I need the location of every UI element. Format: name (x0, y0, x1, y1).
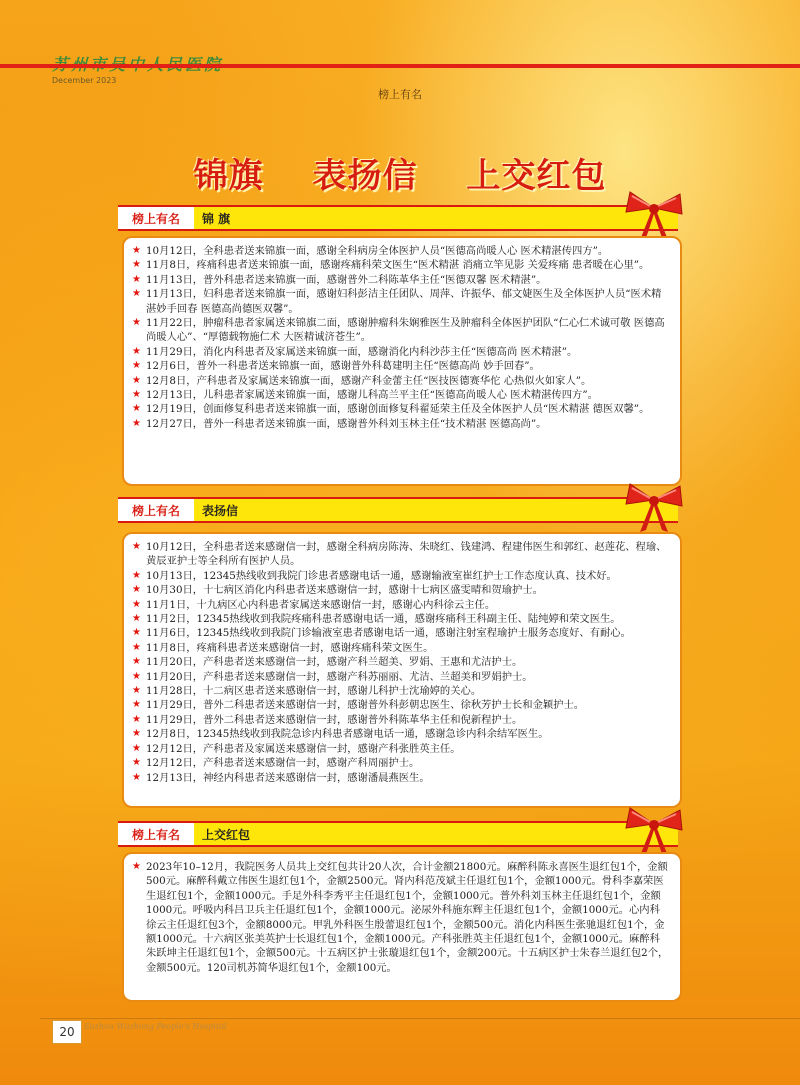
list-item: ★ 11月29日，普外二科患者送来感谢信一封，感谢普外科陈革华主任和倪新程护士。 (132, 713, 523, 726)
list-item: ★ 10月12日，全科患者送来感谢信一封，感谢全科病房陈涛、朱晓红、钱建鸿、程建伟医生和郭红、赵莲花、程瑜、黄辰亚护士等全科所有医护人员。 (132, 541, 667, 568)
star-icon: ★ (132, 757, 141, 769)
section-title: 锦 旗 (202, 211, 231, 226)
section-header-letters (118, 497, 678, 523)
star-icon: ★ (132, 771, 141, 783)
list-item: ★ 10月12日，全科患者送来锦旗一面，感谢全科病房全体医护人员“医德高尚暖人心 医术精湛传四方”。 (132, 245, 609, 257)
page-number: 20 (52, 1020, 82, 1044)
red-envelopes-panel (122, 852, 682, 1002)
list-item: ★ 11月22日，肿瘤科患者家属送来锦旗二面，感谢肿瘤科朱娴雅医生及肿瘤科全体医护团队“仁心仁术诚可敬 医德高尚暖人心”、“厚德载物施仁术 大医精诚济苍生”。 (132, 317, 665, 344)
star-icon: ★ (132, 345, 141, 357)
star-icon: ★ (132, 273, 141, 285)
star-icon: ★ (132, 728, 141, 740)
star-icon: ★ (132, 861, 141, 872)
list-item: ★ 12月8日，产科患者及家属送来锦旗一面，感谢产科金蕾主任“医技医德赛华佗 心热似火如家人”。 (132, 374, 592, 387)
title-part-letters: 表扬信 (312, 156, 418, 196)
star-icon: ★ (132, 569, 141, 581)
banners-panel (122, 236, 682, 486)
star-icon: ★ (132, 742, 141, 754)
title-part-red-envelopes: 上交红包 (466, 156, 607, 196)
list-item: ★ 11月20日，产科患者送来感谢信一封，感谢产科兰超美、罗娟、王惠和尤洁护士。 (132, 656, 523, 669)
list-item: ★ 11月6日，12345热线收到我院门诊输液室患者感谢电话一通，感谢注射室程瑜护士服务态度好、有耐心。 (132, 627, 631, 640)
star-icon: ★ (132, 288, 141, 300)
letters-panel (122, 532, 682, 808)
list-item: ★ 11月2日，12345热线收到我院疼痛科患者感谢电话一通，感谢疼痛科王科副主任、陆纯婷和荣文医生。 (132, 613, 621, 626)
title-part-banners: 锦旗 (193, 156, 264, 196)
list-item: ★ 11月29日，普外二科患者送来感谢信一封，感谢普外科彭朝忠医生、徐秋芳护士长和金颖护士。 (132, 699, 585, 712)
list-item: ★ 12月27日，普外一科患者送来锦旗一面，感谢普外科刘玉林主任“技术精湛 医德高尚”。 (132, 417, 547, 430)
letters-list (132, 540, 670, 785)
header-rule (0, 64, 800, 68)
star-icon: ★ (132, 541, 141, 552)
issue-date: December 2023 (52, 76, 117, 85)
footer-rule (40, 1018, 800, 1019)
star-icon: ★ (132, 259, 141, 271)
list-item: ★ 12月19日，创面修复科患者送来锦旗一面，感谢创面修复科翟延荣主任及全体医护人员“医术精湛 德医双馨”。 (132, 403, 650, 416)
ribbon-bow-icon (622, 186, 686, 242)
star-icon: ★ (132, 613, 141, 625)
star-icon: ★ (132, 245, 141, 256)
star-icon: ★ (132, 713, 141, 725)
star-icon: ★ (132, 627, 141, 639)
star-icon: ★ (132, 656, 141, 668)
list-item: ★ 11月13日，妇科患者送来锦旗一面，感谢妇科彭洁主任团队、周萍、许振华、郁文婕医生及全体医护人员“医术精湛妙手回春 医德高尚德医双馨”。 (132, 288, 662, 315)
list-item: ★ 12月6日，普外一科患者送来锦旗一面，感谢普外科葛建明主任“医德高尚 妙手回春”。 (132, 360, 540, 373)
column-name: 榜上有名 (378, 88, 422, 101)
section-header-red-envelopes (118, 821, 678, 847)
ribbon-bow-icon (622, 478, 686, 534)
list-item: ★ 10月30日，十七病区消化内科患者送来感谢信一封，感谢十七病区盛雯晴和贺瑜护士。 (132, 584, 543, 597)
list-item: ★ 11月13日，普外科患者送来锦旗一面，感谢普外二科陈革华主任“医德双馨 医术精湛”。 (132, 273, 547, 286)
list-item: ★ 11月29日，消化内科患者及家属送来锦旗一面，感谢消化内科沙莎主任“医德高尚 医术精湛”。 (132, 345, 578, 358)
star-icon: ★ (132, 598, 141, 610)
list-item: ★ 10月13日，12345热线收到我院门诊患者感谢电话一通，感谢输液室崔红护士工作态度认真、技术好。 (132, 569, 617, 582)
star-icon: ★ (132, 403, 141, 415)
ribbon-bow-icon (622, 802, 686, 858)
section-title: 上交红包 (202, 827, 251, 842)
list-item: ★ 11月8日，疼痛科患者送来锦旗一面，感谢疼痛科荣文医生“医术精湛 消痛立竿见影 关爱疼痛 患者暖在心里”。 (132, 259, 650, 272)
list-item: ★ 11月1日，十九病区心内科患者家属送来感谢信一封，感谢心内科徐云主任。 (132, 598, 496, 611)
list-item: ★ 11月28日，十二病区患者送来感谢信一封，感谢儿科护士沈瑜婷的关心。 (132, 685, 482, 698)
list-item: ★ 11月20日，产科患者送来感谢信一封，感谢产科苏丽丽、尤洁、兰超美和罗娟护士。 (132, 670, 533, 683)
list-item: ★ 11月8日，疼痛科患者送来感谢信一封，感谢疼痛科荣文医生。 (132, 641, 434, 654)
section-header-banners (118, 205, 678, 231)
list-item: ★ 12月8日，12345热线收到我院急诊内科患者感谢电话一通，感谢急诊内科余结军医生。 (132, 728, 549, 741)
list-item: ★ 2023年10–12月，我院医务人员共上交红包共计20人次，合计金额21800元。麻醉科陈永喜医生退红包1个，金额500元。麻醉科戴立伟医生退红包1个，金额2500元。肾内科范茂斌主任退红包1个，金额1000元。骨科李嘉荣医生退红包1个，金额1000元。手足外科李秀平主任退红包1个，金额1000元。普外科刘玉林主任退红包1个，金额1000元。呼吸内科吕卫兵主任退红包1个，金额1000元。泌尿外科施东辉主任退红包1个，金额1000元。心内科徐云主任退红包3个，金额8000元。甲乳外科医生殷蕾退红包1个，金额500元。消化内科医生张驰退红包1个，金额1000元。十六病区张美英护士长退红包1个，金额1000元。产科张胜英主任退红包1个，金额1000元。麻醉科朱跃坤主任退红包1个，金额500元。十五病区护士张璇退红包1个，金额200元。十五病区护士朱春兰退红包2个，金额500元。120司机苏简华退红包1个，金额100元。 (132, 861, 669, 974)
star-icon: ★ (132, 417, 141, 429)
star-icon: ★ (132, 685, 141, 697)
star-icon: ★ (132, 389, 141, 401)
star-icon: ★ (132, 584, 141, 596)
list-item: ★ 12月12日，产科患者送来感谢信一封，感谢产科周丽护士。 (132, 757, 420, 770)
red-envelopes-list (132, 860, 670, 975)
star-icon: ★ (132, 360, 141, 372)
star-icon: ★ (132, 641, 141, 653)
section-tag: 榜上有名 (118, 499, 194, 521)
footer-hospital-name: Suzhou Wuzhong People's Hospital (84, 1022, 227, 1031)
list-item: ★ 12月13日，儿科患者家属送来锦旗一面，感谢儿科高兰平主任“医德高尚暖人心 医术精湛传四方”。 (132, 389, 598, 402)
section-title: 表扬信 (202, 503, 239, 518)
banners-list (132, 244, 670, 431)
section-tag: 榜上有名 (118, 823, 194, 845)
star-icon: ★ (132, 670, 141, 682)
list-item: ★ 12月13日，神经内科患者送来感谢信一封，感谢潘晨燕医生。 (132, 771, 430, 784)
star-icon: ★ (132, 317, 141, 329)
star-icon: ★ (132, 699, 141, 711)
section-tag: 榜上有名 (118, 207, 194, 229)
list-item: ★ 12月12日，产科患者及家属送来感谢信一封，感谢产科张胜英主任。 (132, 742, 461, 755)
star-icon: ★ (132, 374, 141, 386)
